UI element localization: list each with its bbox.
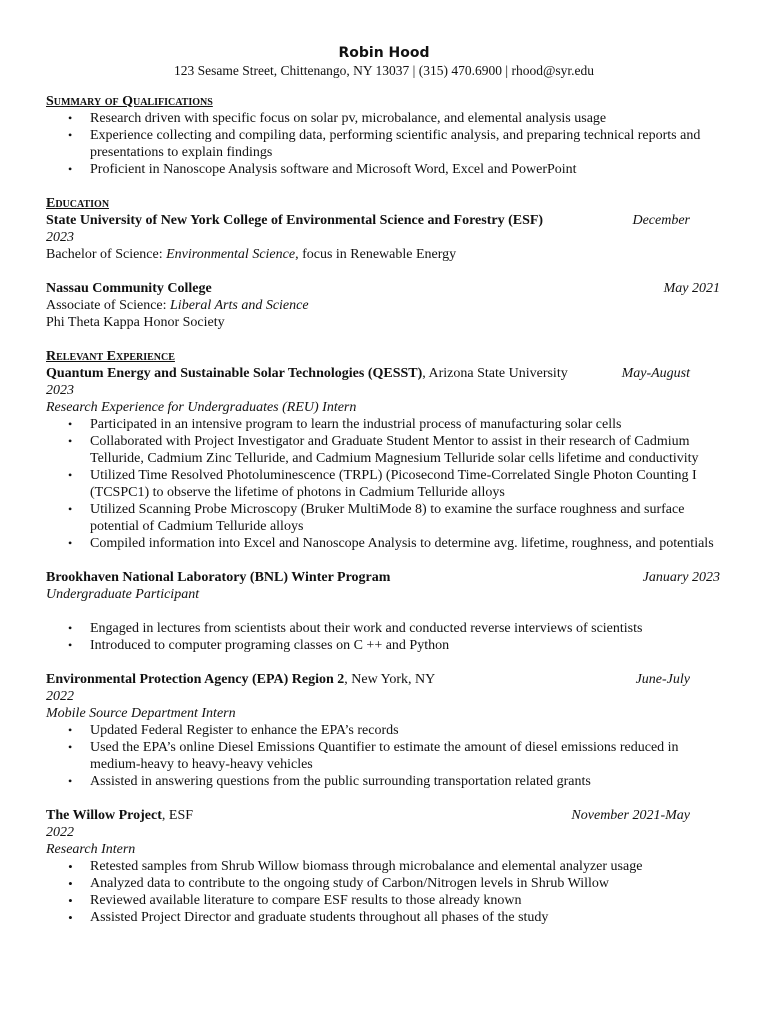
bullet-icon: • [68, 893, 73, 908]
experience-date: June-July [635, 672, 690, 687]
section-title-education: Education [46, 196, 110, 211]
education-entry [46, 280, 722, 331]
list-item: • Assisted Project Director and graduate students throughout all phases of the study [68, 910, 549, 925]
bullet-icon: • [68, 417, 73, 431]
experience-org: Environmental Protection Agency (EPA) Region 2 [46, 672, 345, 687]
education-section [46, 195, 722, 331]
list-item: • Utilized Scanning Probe Microscopy (Bruker MultiMode 8) to examine the surface roughness and surface potential of Cadmium Telluride alloys [68, 502, 685, 534]
list-item: • Analyzed data to contribute to the ongoing study of Carbon/Nitrogen levels in Shrub Willow [68, 876, 610, 891]
bullet-icon: • [68, 162, 73, 176]
experience-bullets [46, 722, 722, 790]
list-item: • Compiled information into Excel and Nanoscope Analysis to determine avg. lifetime, roughness, and potentials [68, 536, 714, 551]
list-item: • Engaged in lectures from scientists about their work and conducted reverse interviews of scientists [68, 621, 643, 636]
bullet-icon: • [68, 111, 73, 125]
summary-section [46, 93, 722, 178]
education-date: May 2021 [663, 281, 720, 296]
list-item: • Updated Federal Register to enhance the EPA’s records [68, 723, 399, 738]
bullet-icon: • [68, 434, 73, 448]
resume-name: Robin Hood [338, 45, 430, 61]
education-org: Nassau Community College [46, 281, 212, 296]
resume-page [46, 44, 722, 926]
experience-org: Quantum Energy and Sustainable Solar Technologies (QESST) [46, 366, 423, 381]
bullet-icon: • [68, 859, 73, 874]
education-honor: Phi Theta Kappa Honor Society [46, 315, 225, 330]
bullet-icon: • [68, 910, 73, 925]
list-item: • Participated in an intensive program to learn the industrial process of manufacturing solar cells [68, 417, 622, 432]
experience-date: May-August [621, 366, 690, 381]
experience-entry [46, 365, 722, 552]
bullet-icon: • [68, 638, 73, 652]
experience-entry [46, 671, 722, 790]
education-date: December [632, 213, 690, 228]
list-item: • Research driven with specific focus on solar pv, microbalance, and elemental analysis usage [68, 111, 607, 126]
experience-org: The Willow Project [46, 808, 162, 823]
list-item: • Introduced to computer programing classes on C ++ and Python [68, 638, 450, 653]
experience-section [46, 348, 722, 926]
list-item: • Used the EPA’s online Diesel Emissions Quantifier to estimate the amount of diesel emissions reduced in medium-heavy to heavy-heavy vehicles [68, 740, 679, 772]
bullet-icon: • [68, 740, 73, 754]
contact-line: 123 Sesame Street, Chittenango, NY 13037 | (315) 470.6900 | rhood@syr.edu [173, 63, 595, 78]
experience-bullets [46, 620, 722, 654]
experience-bullets [46, 858, 722, 926]
experience-date: January 2023 [642, 570, 720, 585]
experience-role: Research Intern [46, 842, 136, 857]
list-item: • Reviewed available literature to compare ESF results to those already known [68, 893, 522, 908]
list-item: • Retested samples from Shrub Willow biomass through microbalance and elemental analyzer usage [68, 859, 643, 874]
experience-location: , New York, NY [344, 672, 436, 687]
list-item: • Utilized Time Resolved Photoluminescence (TRPL) (Picosecond Time-Correlated Single Photon Counting I (TCSPC1) to observe the lifetime of photons in Cadmium Telluride alloys [68, 468, 697, 500]
experience-date-year: 2023 [46, 383, 74, 398]
experience-role: Undergraduate Participant [46, 587, 200, 602]
list-item: • Assisted in answering questions from the public surrounding transportation related grants [68, 774, 591, 789]
bullet-icon: • [68, 774, 73, 788]
bullet-icon: • [68, 502, 73, 516]
bullet-icon: • [68, 876, 73, 891]
experience-location: , Arizona State University [422, 366, 568, 381]
experience-date-year: 2022 [46, 689, 74, 704]
bullet-icon: • [68, 621, 73, 635]
bullet-icon: • [68, 536, 73, 550]
experience-entry [46, 807, 722, 926]
bullet-icon: • [68, 723, 73, 737]
experience-role: Mobile Source Department Intern [46, 706, 236, 721]
education-degree: Bachelor of Science: Environmental Science, focus in Renewable Energy [46, 247, 457, 262]
experience-org: Brookhaven National Laboratory (BNL) Winter Program [46, 570, 391, 585]
experience-entry [46, 569, 722, 654]
experience-location: , ESF [161, 808, 194, 823]
experience-date: November 2021-May [571, 808, 690, 823]
experience-bullets [46, 416, 722, 552]
education-degree: Associate of Science: Liberal Arts and Science [46, 298, 309, 313]
list-item: • Proficient in Nanoscope Analysis software and Microsoft Word, Excel and PowerPoint [68, 162, 577, 177]
experience-role: Research Experience for Undergraduates (REU) Intern [46, 400, 357, 415]
list-item: • Experience collecting and compiling data, performing scientific analysis, and preparing technical reports and presentations to explain findings [68, 128, 701, 160]
bullet-icon: • [68, 128, 73, 142]
list-item: • Collaborated with Project Investigator and Graduate Student Mentor to assist in their research of Cadmium Telluride, Cadmium Zinc Telluride, and Cadmium Magnesium Telluride solar cells lifetime and conductivity [68, 434, 699, 466]
section-title-summary: Summary of Qualifications [46, 94, 213, 109]
education-date-year: 2023 [46, 230, 74, 245]
summary-bullets [46, 110, 722, 178]
section-title-experience: Relevant Experience [46, 349, 175, 364]
experience-date-year: 2022 [46, 825, 74, 840]
bullet-icon: • [68, 468, 73, 482]
education-org: State University of New York College of Environmental Science and Forestry (ESF) [46, 213, 544, 228]
education-entry [46, 212, 722, 263]
